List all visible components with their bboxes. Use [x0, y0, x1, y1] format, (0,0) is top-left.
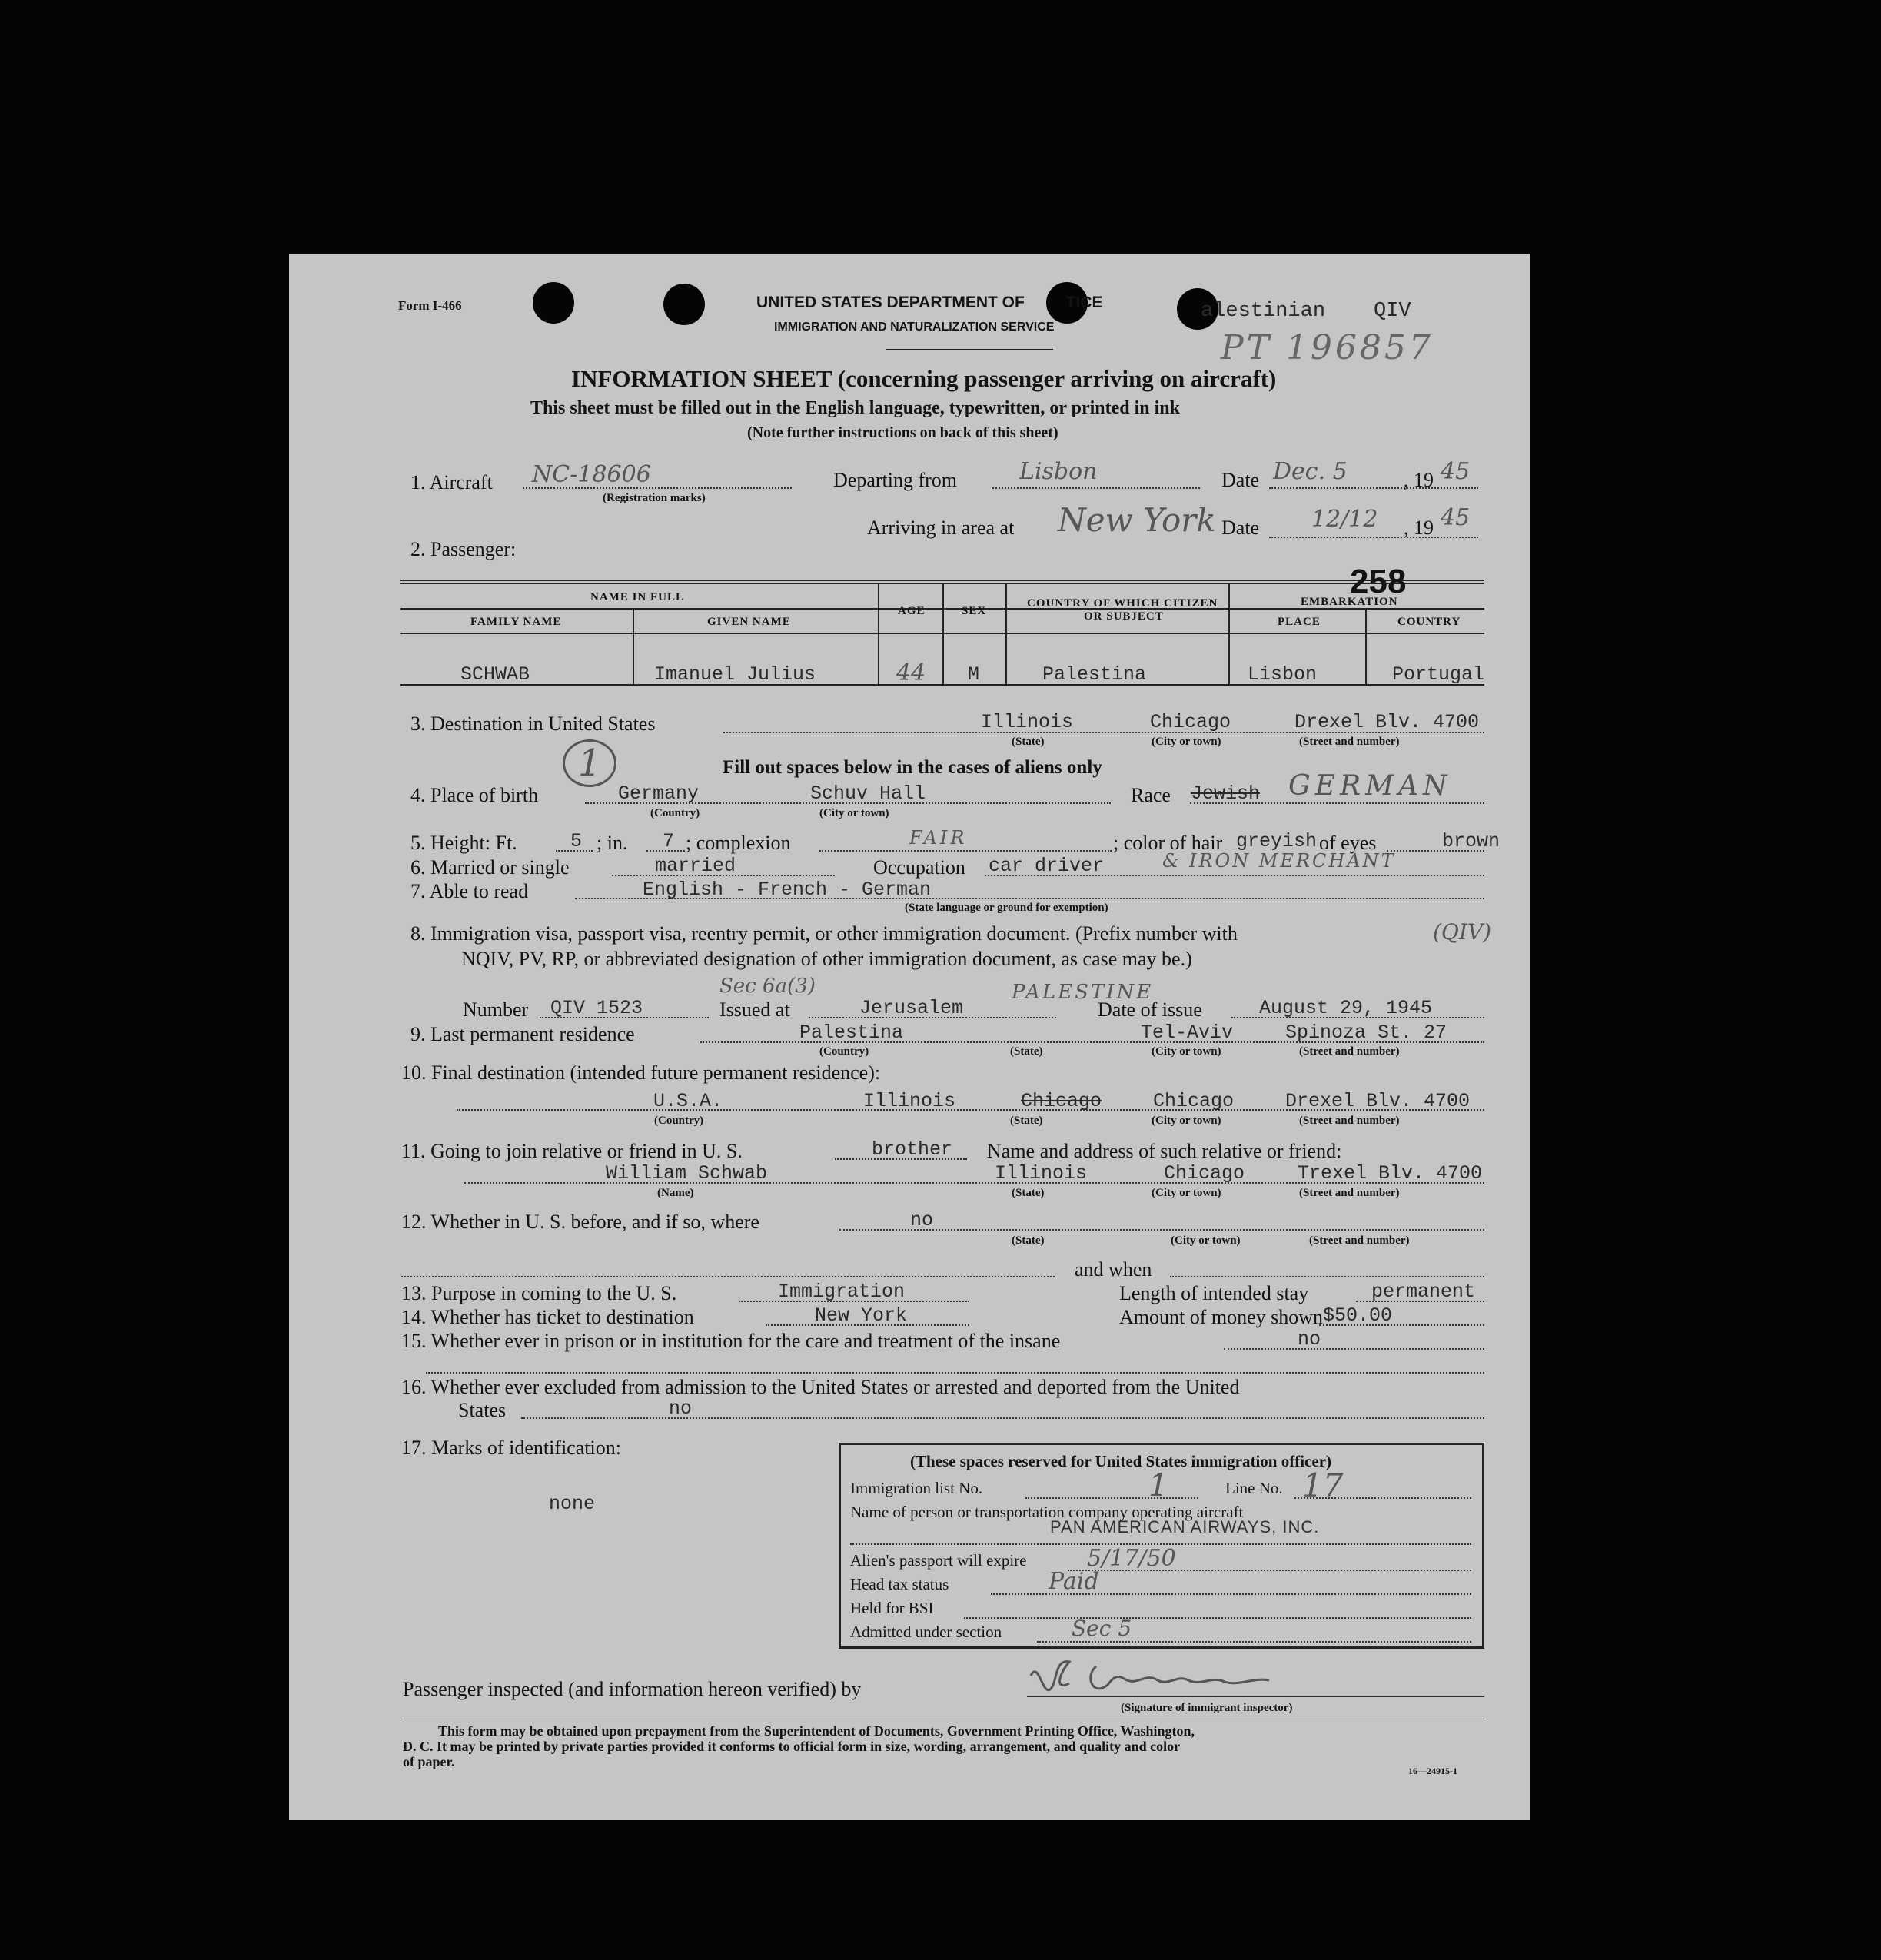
inspection-label: Passenger inspected (and information hereon verified) by — [403, 1678, 862, 1700]
punch-hole — [663, 284, 705, 325]
purpose-label: 13. Purpose in coming to the U. S. — [401, 1282, 677, 1304]
complexion-value[interactable]: FAIR — [909, 827, 968, 849]
issued-handwritten: PALESTINE — [1012, 981, 1154, 1004]
signature-caption: (Signature of immigrant inspector) — [1121, 1702, 1293, 1714]
table-col-divider — [1228, 583, 1230, 684]
departing-line — [992, 487, 1200, 489]
residence-street[interactable]: Spinoza St. 27 — [1285, 1022, 1447, 1044]
embark-country-header: COUNTRY — [1397, 616, 1461, 628]
date-label: Date — [1221, 469, 1260, 491]
residence-label: 9. Last permanent residence — [410, 1023, 635, 1045]
race-handwritten[interactable]: GERMAN — [1288, 770, 1452, 802]
prison-value[interactable]: no — [1298, 1328, 1321, 1350]
passport-label: Alien's passport will expire — [850, 1551, 1027, 1570]
relative-name-label: Name and address of such relative or friend: — [987, 1140, 1342, 1162]
final-city[interactable]: Chicago — [1153, 1090, 1235, 1112]
document-label-1: 8. Immigration visa, passport visa, reentry permit, or other immigration document. (Prefix number with — [410, 922, 1238, 945]
aliens-only-heading: Fill out spaces below in the cases of aliens only — [723, 757, 1102, 778]
given-name-cell: Imanuel Julius — [654, 663, 816, 686]
ticket-label: 14. Whether has ticket to destination — [401, 1306, 694, 1328]
age-header: AGE — [898, 605, 926, 617]
destination-street[interactable]: Drexel Blv. 4700 — [1294, 711, 1480, 733]
sex-header: SEX — [962, 605, 987, 617]
departure-date-line — [1269, 487, 1478, 489]
relation-value[interactable]: brother — [872, 1138, 953, 1161]
eyes-value[interactable]: brown — [1442, 830, 1500, 852]
join-label: 11. Going to join relative or friend in U. S. — [401, 1140, 743, 1162]
document-prefix-handwritten: (QIV) — [1433, 919, 1492, 945]
inches-label: ; in. — [597, 832, 628, 854]
street-caption: (Street and number) — [1299, 1187, 1400, 1199]
city-caption: (City or town) — [1171, 1234, 1241, 1247]
state-caption: (State) — [1010, 1115, 1043, 1127]
form-title: INFORMATION SHEET (concerning passenger arriving on aircraft) — [571, 365, 1277, 392]
circled-mark: 1 — [563, 739, 616, 787]
height-ft[interactable]: 5 — [570, 830, 583, 852]
marital-value[interactable]: married — [655, 855, 736, 877]
list-line — [1025, 1497, 1198, 1499]
form-note: (Note further instructions on back of this sheet) — [747, 424, 1058, 441]
doi-label: Date of issue — [1098, 998, 1202, 1021]
residence-country[interactable]: Palestina — [799, 1022, 904, 1044]
department-text: UNITED STATES DEPARTMENT OF — [756, 294, 1025, 311]
citizen-header-2: OR SUBJECT — [1084, 610, 1164, 623]
city-caption: (City or town) — [1152, 1115, 1221, 1127]
height-inches[interactable]: 7 — [663, 830, 675, 852]
footer-line-2: D. C. It may be printed by private parties provided it conforms to official form in size, wording, arrangement, and quality and color — [403, 1739, 1181, 1754]
age-cell: 44 — [896, 659, 926, 686]
arrival-date-line — [1269, 537, 1478, 538]
race-struck: Jewish — [1191, 782, 1261, 805]
when-label: and when — [1075, 1258, 1152, 1281]
birth-label: 4. Place of birth — [410, 784, 539, 806]
table-col-divider — [942, 583, 944, 684]
occupation-handwritten[interactable]: & IRON MERCHANT — [1162, 850, 1396, 872]
complexion-label: ; complexion — [686, 832, 791, 854]
departure-year-prefix: , 19 — [1404, 469, 1434, 491]
number-label: Number — [463, 998, 529, 1021]
read-value[interactable]: English - French - German — [643, 879, 932, 901]
citizen-header: COUNTRY OF WHICH CITIZEN — [1027, 597, 1218, 610]
department-suffix: TICE — [1065, 294, 1103, 311]
country-caption: (Country) — [819, 1045, 869, 1058]
stamp-number: 258 — [1350, 563, 1407, 600]
departing-value[interactable]: Lisbon — [1019, 458, 1098, 485]
previous-visit-label: 12. Whether in U. S. before, and if so, where — [401, 1211, 759, 1233]
corner-handwritten-number: PT 196857 — [1221, 328, 1434, 367]
table-col-divider — [878, 583, 879, 684]
residence-city[interactable]: Tel-Aviv — [1141, 1022, 1234, 1044]
street-caption: (Street and number) — [1299, 1045, 1400, 1058]
relative-street[interactable]: Trexel Blv. 4700 — [1298, 1162, 1483, 1184]
city-caption: (City or town) — [819, 807, 889, 819]
company-value[interactable]: PAN AMERICAN AIRWAYS, INC. — [1050, 1517, 1320, 1536]
prison-line — [1224, 1348, 1484, 1350]
print-code: 16—24915-1 — [1408, 1766, 1457, 1776]
embark-place-cell: Lisbon — [1248, 663, 1318, 686]
birth-city[interactable]: Schuv Hall — [810, 782, 926, 805]
doi-value[interactable]: August 29, 1945 — [1259, 997, 1433, 1019]
departure-year-value[interactable]: 45 — [1441, 458, 1471, 485]
hair-value[interactable]: greyish — [1236, 830, 1318, 852]
race-label: Race — [1131, 784, 1171, 806]
state-caption: (State) — [1012, 1187, 1045, 1199]
stay-value[interactable]: permanent — [1371, 1281, 1476, 1303]
issued-value[interactable]: Jerusalem — [859, 997, 964, 1019]
aircraft-label: 1. Aircraft — [410, 471, 493, 493]
arrival-date-value[interactable]: 12/12 — [1311, 506, 1378, 533]
section-value[interactable]: Sec 5 — [1072, 1616, 1132, 1641]
excluded-value[interactable]: no — [669, 1397, 693, 1420]
country-caption: (Country) — [654, 1115, 704, 1127]
final-country[interactable]: U.S.A. — [653, 1090, 723, 1112]
occupation-label: Occupation — [873, 856, 965, 879]
officer-box — [839, 1443, 1484, 1649]
city-caption: (City or town) — [1152, 736, 1221, 748]
line-number[interactable]: 17 — [1302, 1467, 1344, 1504]
street-caption: (Street and number) — [1299, 1115, 1400, 1127]
destination-label: 3. Destination in United States — [410, 713, 656, 735]
citizen-cell: Palestina — [1042, 663, 1147, 686]
officer-box-title: (These spaces reserved for United States immigration officer) — [910, 1452, 1332, 1470]
marks-value[interactable]: none — [549, 1493, 596, 1515]
previous-visit-line — [839, 1229, 1484, 1231]
table-col-divider — [1005, 583, 1007, 684]
money-value[interactable]: $50.00 — [1323, 1304, 1393, 1327]
excluded-label-2: States — [458, 1399, 507, 1421]
state-caption: (State) — [1012, 736, 1045, 748]
eyes-label: of eyes — [1319, 832, 1377, 854]
headtax-value[interactable]: Paid — [1049, 1568, 1099, 1595]
embark-country-cell: Portugal — [1392, 663, 1485, 686]
arriving-label: Arriving in area at — [867, 517, 1015, 539]
form-sheet — [289, 254, 1530, 1820]
name-in-full-header: NAME IN FULL — [590, 591, 685, 603]
city-caption: (City or town) — [1152, 1045, 1221, 1058]
prison-line-2 — [426, 1372, 1484, 1374]
form-number: Form I-466 — [398, 298, 462, 313]
stay-label: Length of intended stay — [1119, 1282, 1309, 1304]
list-number[interactable]: 1 — [1148, 1468, 1168, 1503]
departure-date-value[interactable]: Dec. 5 — [1273, 458, 1348, 485]
departing-label: Departing from — [833, 469, 958, 491]
company-label: Name of person or transportation company operating aircraft — [850, 1503, 1244, 1521]
table-top-rule — [400, 580, 1484, 581]
final-street[interactable]: Drexel Blv. 4700 — [1285, 1090, 1471, 1112]
read-caption: (State language or ground for exemption) — [905, 902, 1108, 914]
relative-city[interactable]: Chicago — [1164, 1162, 1245, 1184]
family-name-cell: SCHWAB — [460, 663, 530, 686]
arrival-year-prefix: , 19 — [1404, 517, 1434, 539]
bsi-label: Held for BSI — [850, 1599, 934, 1617]
table-col-divider — [633, 608, 634, 684]
destination-city[interactable]: Chicago — [1150, 711, 1231, 733]
list-label: Immigration list No. — [850, 1479, 983, 1497]
passenger-label: 2. Passenger: — [410, 538, 517, 560]
family-name-header: FAMILY NAME — [470, 616, 562, 628]
name-caption: (Name) — [657, 1187, 694, 1199]
table-bottom-rule — [400, 684, 1484, 686]
state-caption: (State) — [1012, 1234, 1045, 1247]
final-state[interactable]: Illinois — [863, 1090, 956, 1112]
line-label: Line No. — [1225, 1479, 1283, 1497]
destination-state[interactable]: Illinois — [981, 711, 1074, 733]
relative-state[interactable]: Illinois — [995, 1162, 1088, 1184]
marks-label: 17. Marks of identification: — [401, 1437, 621, 1459]
when-line — [1170, 1276, 1484, 1277]
registration-caption: (Registration marks) — [603, 492, 706, 504]
section-handwritten: Sec 6a(3) — [719, 975, 816, 998]
embarkation-header: EMBARKATION — [1301, 596, 1398, 608]
relative-name[interactable]: William Schwab — [606, 1162, 768, 1184]
birth-country[interactable]: Germany — [618, 782, 700, 805]
footer-line-1: This form may be obtained upon prepayment from the Superintendent of Documents, Government Printing Office, Washington, — [438, 1723, 1195, 1739]
final-destination-label: 10. Final destination (intended future permanent residence): — [401, 1061, 881, 1084]
occupation-value[interactable]: car driver — [989, 855, 1105, 877]
corner-nationality: alestinian — [1201, 300, 1326, 323]
ticket-value[interactable]: New York — [815, 1304, 908, 1327]
passport-expire-value[interactable]: 5/17/50 — [1087, 1545, 1176, 1572]
arriving-value[interactable]: New York — [1058, 501, 1216, 539]
section-line — [1037, 1641, 1471, 1643]
city-caption: (City or town) — [1152, 1187, 1221, 1199]
inspector-signature — [1023, 1653, 1284, 1700]
aircraft-line — [523, 487, 792, 489]
issued-label: Issued at — [719, 998, 790, 1021]
previous-visit-value[interactable]: no — [910, 1209, 934, 1231]
place-header: PLACE — [1278, 616, 1321, 628]
footer-line-3: of paper. — [403, 1754, 455, 1769]
document-label-2: NQIV, PV, RP, or abbreviated designation of other immigration document, as case may be.) — [461, 948, 1192, 970]
punch-hole — [533, 282, 574, 324]
height-label: 5. Height: Ft. — [410, 832, 517, 854]
table-col-divider — [1365, 608, 1367, 684]
prison-label: 15. Whether ever in prison or in institution for the care and treatment of the insane — [401, 1330, 1061, 1352]
arrival-year-value[interactable]: 45 — [1441, 504, 1471, 531]
read-label: 7. Able to read — [410, 880, 529, 902]
given-name-header: GIVEN NAME — [707, 616, 791, 628]
header-rule — [886, 349, 1053, 350]
excluded-line — [521, 1417, 1484, 1419]
excluded-label-1: 16. Whether ever excluded from admission to the United States or arrested and deported from the United — [401, 1376, 1240, 1398]
document-number[interactable]: QIV 1523 — [550, 997, 643, 1019]
sex-cell: M — [968, 663, 980, 686]
final-struck: Chicago — [1021, 1090, 1102, 1112]
corner-visa-type: QIV — [1374, 300, 1411, 323]
country-caption: (Country) — [650, 807, 700, 819]
service-title: IMMIGRATION AND NATURALIZATION SERVICE — [774, 321, 1055, 334]
bsi-line — [964, 1617, 1471, 1619]
when-line-left — [401, 1276, 1055, 1277]
arrival-date-label: Date — [1221, 517, 1260, 539]
hair-label: ; color of hair — [1113, 832, 1223, 854]
money-label: Amount of money shown — [1119, 1306, 1324, 1328]
headtax-label: Head tax status — [850, 1575, 949, 1593]
department-title — [756, 294, 1103, 312]
street-caption: (Street and number) — [1299, 736, 1400, 748]
state-caption: (State) — [1010, 1045, 1043, 1058]
form-subtitle: This sheet must be filled out in the English language, typewritten, or printed in ink — [530, 398, 1180, 418]
purpose-value[interactable]: Immigration — [778, 1281, 906, 1303]
complexion-line — [819, 850, 1112, 852]
street-caption: (Street and number) — [1309, 1234, 1410, 1247]
marital-label: 6. Married or single — [410, 856, 570, 879]
section-label: Admitted under section — [850, 1623, 1002, 1641]
aircraft-value[interactable]: NC-18606 — [532, 461, 651, 488]
